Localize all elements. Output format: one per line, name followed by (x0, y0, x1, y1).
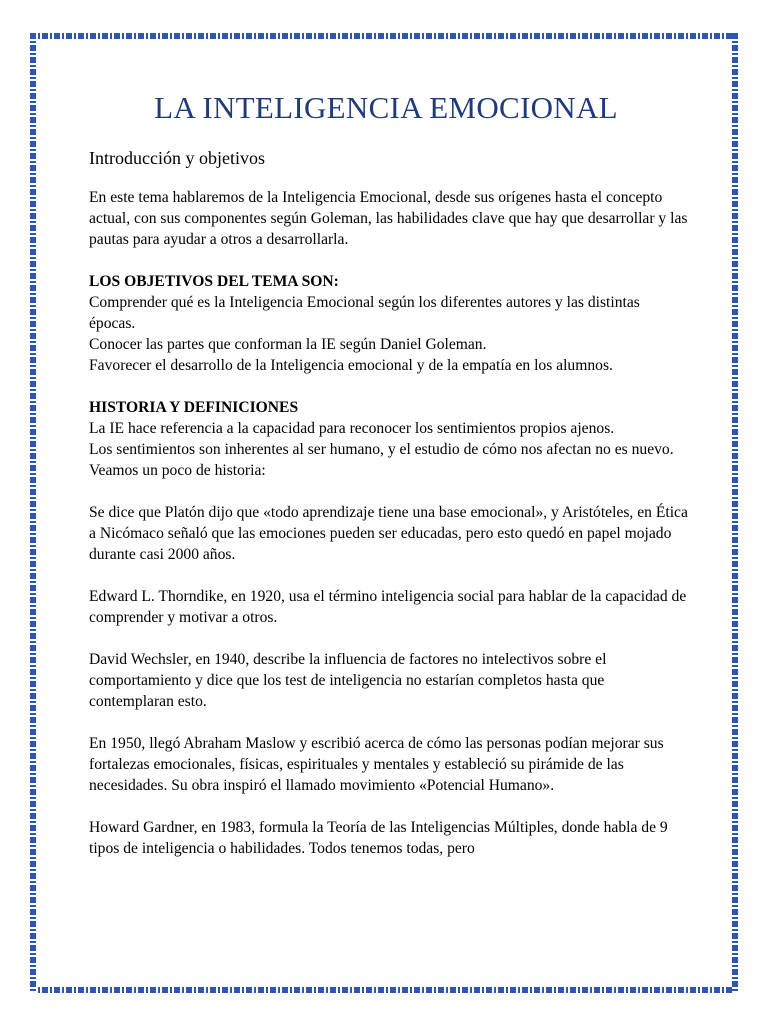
history-line: La IE hace referencia a la capacidad para reconocer los sentimientos propios ajenos. (89, 420, 615, 437)
history-line: Los sentimientos son inherentes al ser humano, y el estudio de cómo nos afectan no es nuevo. Veamos un poco de historia: (89, 441, 674, 479)
objectives-heading: LOS OBJETIVOS DEL TEMA SON: (89, 273, 339, 290)
history-block (89, 397, 689, 481)
history-heading: HISTORIA Y DEFINICIONES (89, 399, 299, 416)
document-body (89, 90, 689, 880)
objective-item: Favorecer el desarrollo de la Inteligencia emocional y de la empatía en los alumnos. (89, 357, 613, 374)
intro-paragraph: En este tema hablaremos de la Inteligencia Emocional, desde sus orígenes hasta el concepto actual, con sus componentes según Goleman, las habilidades clave que hay que desarrollar y las pautas para ayudar a otros a desarrollarla. (89, 189, 688, 248)
paragraph-plato: Se dice que Platón dijo que «todo aprendizaje tiene una base emocional», y Aristóteles, en Ética a Nicómaco señaló que las emociones pueden ser educadas, pero esto quedó en papel mojado durante casi 2000 años. (89, 504, 688, 563)
objective-item: Comprender qué es la Inteligencia Emocional según los diferentes autores y las distintas épocas. (89, 294, 640, 332)
page-title: LA INTELIGENCIA EMOCIONAL (154, 90, 618, 125)
paragraph-gardner: Howard Gardner, en 1983, formula la Teoría de las Inteligencias Múltiples, donde habla de 9 tipos de inteligencia o habilidades. Todos tenemos todas, pero (89, 819, 668, 857)
paragraph-wechsler: David Wechsler, en 1940, describe la influencia de factores no intelectivos sobre el comportamiento y dice que los test de inteligencia no estarían completos hasta que contemplaran esto. (89, 651, 607, 710)
page-border-bottom (30, 987, 738, 993)
objective-item: Conocer las partes que conforman la IE según Daniel Goleman. (89, 336, 487, 353)
section-subtitle: Introducción y objetivos (89, 148, 265, 168)
paragraph-thorndike: Edward L. Thorndike, en 1920, usa el término inteligencia social para hablar de la capacidad de comprender y motivar a otros. (89, 588, 687, 626)
page-border-top (30, 33, 738, 39)
objectives-block (89, 271, 689, 376)
page-border-left (30, 33, 36, 993)
page-border-right (732, 33, 738, 993)
paragraph-maslow: En 1950, llegó Abraham Maslow y escribió acerca de cómo las personas podían mejorar sus fortalezas emocionales, físicas, espirituales y mentales y estableció su pirámide de las necesidades. Su obra inspiró el llamado movimiento «Potencial Humano». (89, 735, 664, 794)
